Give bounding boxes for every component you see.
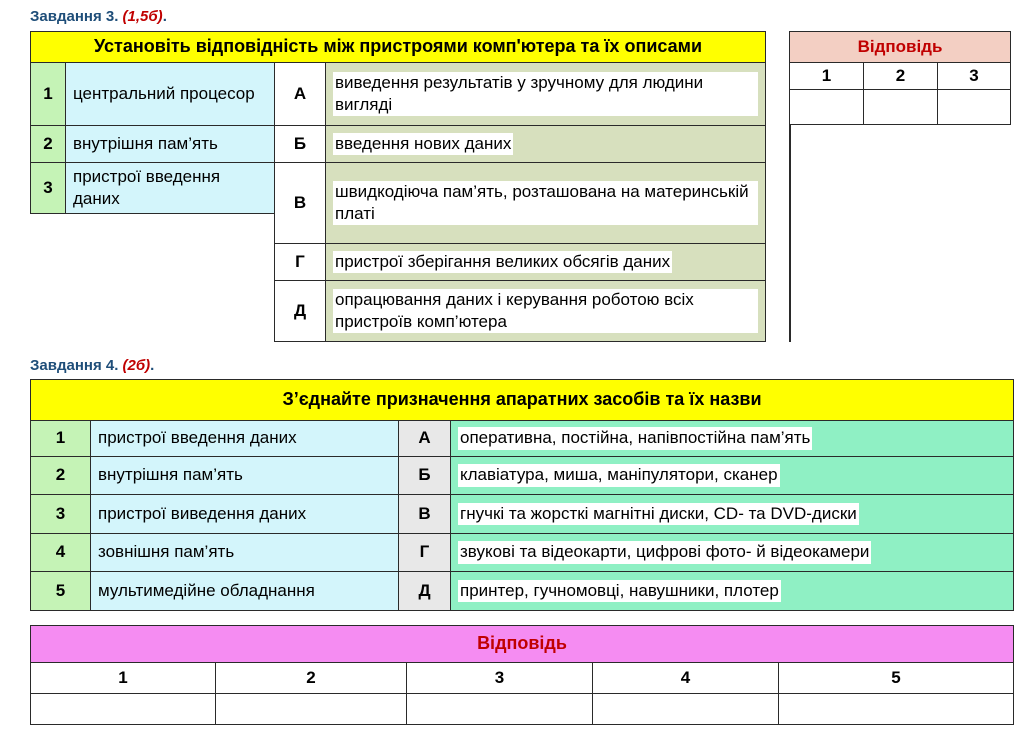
task4-header-text: З’єднайте призначення апаратних засобів та їх назви	[282, 389, 762, 410]
task4-letter-3-text: В	[418, 503, 431, 523]
task3-letter-d	[274, 280, 326, 342]
task4-num-4	[30, 533, 91, 572]
task3-letter-b	[274, 125, 326, 163]
task3-desc-b	[325, 125, 766, 163]
task4-letter-4-text: Г	[419, 542, 430, 562]
task4-left-4	[90, 533, 399, 572]
task3-left-num-2-text: 2	[43, 133, 53, 153]
task4-num-3	[30, 494, 91, 534]
task3-left-num-3-text: 3	[43, 177, 53, 197]
task4-header	[30, 379, 1014, 421]
task4-left-1-text: пристрої введення даних	[98, 428, 297, 448]
task3-left-num-2	[30, 125, 66, 163]
task3-letter-v-text: В	[293, 192, 307, 212]
task3-answer-col-3-text: 3	[969, 65, 979, 85]
task3-left-num-1	[30, 62, 66, 126]
task4-letter-1-text: А	[418, 428, 431, 448]
task3-title-text: Завдання 3.	[30, 8, 119, 25]
task4-right-1	[450, 420, 1014, 457]
task4-answer-title-text: Відповідь	[477, 633, 567, 654]
task4-letter-2-text: Б	[418, 465, 431, 485]
task4-right-2	[450, 456, 1014, 495]
task4-right-4	[450, 533, 1014, 572]
task4-num-2	[30, 456, 91, 495]
task4-letter-2	[398, 456, 451, 495]
task4-answer-col-2-text: 2	[306, 667, 316, 687]
task3-answer-cell-3[interactable]	[937, 89, 1011, 125]
task3-answer-col-2-text: 2	[895, 65, 906, 85]
task3-left-item-3-text: пристрої введення даних	[73, 166, 221, 208]
task4-answer-title	[30, 625, 1014, 663]
task4-left-5-text: мультимедійне обладнання	[98, 580, 315, 600]
task4-left-3-text: пристрої виведення даних	[98, 503, 307, 523]
task4-num-5	[30, 571, 91, 611]
task4-left-4-text: зовнішня пам’ять	[98, 542, 235, 562]
task4-title	[30, 357, 154, 374]
task3-left-item-2-text: внутрішня пам’ять	[73, 133, 218, 153]
task3-header-text: Установіть відповідність між пристроями комп'ютера та їх описами	[93, 36, 703, 57]
task3-letter-b-text: Б	[293, 133, 307, 153]
task3-left-item-3	[65, 162, 275, 214]
task4-answer-col-3-text: 3	[494, 667, 505, 687]
task4-right-4-text: звукові та відеокарти, цифрові фото- й відеокамери	[458, 541, 871, 563]
task4-answer-col-2	[215, 662, 407, 694]
task4-dot: .	[150, 357, 155, 374]
task4-right-3	[450, 494, 1014, 534]
task4-answer-col-5-text: 5	[891, 667, 901, 687]
task3-title	[30, 8, 167, 25]
task4-left-5	[90, 571, 399, 611]
task3-answer-col-3	[937, 62, 1011, 90]
task3-letter-h-text: Г	[295, 251, 305, 271]
task4-right-1-text: оперативна, постійна, напівпостійна пам’ять	[458, 427, 812, 449]
task3-letter-h	[274, 243, 326, 281]
task3-letter-d-text: Д	[293, 300, 307, 320]
task3-left-num-1-text: 1	[43, 83, 53, 103]
task3-answer-cell-2[interactable]	[863, 89, 938, 125]
task3-desc-d	[325, 280, 766, 342]
task4-answer-col-1	[30, 662, 216, 694]
task3-left-item-1	[65, 62, 275, 126]
task3-letter-a	[274, 62, 326, 126]
task4-answer-cell-5[interactable]	[778, 693, 1014, 725]
task3-desc-h-text: пристрої зберігання великих обсягів даних	[333, 251, 672, 273]
task4-left-2-text: внутрішня пам’ять	[98, 465, 243, 485]
task4-points: (2б)	[122, 357, 151, 374]
task3-desc-a	[325, 62, 766, 126]
task4-letter-5	[398, 571, 451, 611]
task3-answer-title-text: Відповідь	[857, 36, 943, 56]
task4-answer-col-4	[592, 662, 779, 694]
task4-letter-4	[398, 533, 451, 572]
task3-desc-a-text: виведення результатів у зручному для людини вигляді	[333, 72, 758, 116]
task4-answer-cell-4[interactable]	[592, 693, 779, 725]
task4-num-2-text: 2	[55, 465, 66, 485]
task4-right-2-text: клавіатура, миша, маніпулятори, сканер	[458, 464, 780, 486]
task3-answer-title	[789, 31, 1011, 63]
task4-right-5-text: принтер, гучномовці, навушники, плотер	[458, 580, 781, 602]
task4-right-3-text: гнучкі та жорсткі магнітні диски, CD- та DVD-диски	[458, 503, 859, 525]
task4-letter-5-text: Д	[418, 580, 431, 600]
task4-answer-col-1-text: 1	[118, 667, 128, 687]
task4-answer-cell-1[interactable]	[30, 693, 216, 725]
task4-left-1	[90, 420, 399, 457]
task4-answer-cell-2[interactable]	[215, 693, 407, 725]
task4-letter-3	[398, 494, 451, 534]
task3-left-num-3	[30, 162, 66, 214]
task3-header	[30, 31, 766, 63]
task3-desc-b-text: введення нових даних	[333, 133, 513, 155]
task3-desc-v-text: швидкодіюча пам’ять, розташована на материнській платі	[333, 181, 758, 225]
task4-title-text: Завдання 4.	[30, 357, 119, 374]
task4-num-4-text: 4	[55, 542, 66, 562]
task3-left-item-2	[65, 125, 275, 163]
task4-left-2	[90, 456, 399, 495]
task3-answer-side-line	[789, 124, 791, 342]
task4-answer-col-4-text: 4	[680, 667, 691, 687]
task3-desc-v	[325, 162, 766, 244]
task3-desc-d-text: опрацювання даних і керування роботою всіх пристроїв комп’ютера	[333, 289, 758, 333]
task4-letter-1	[398, 420, 451, 457]
task3-left-item-1-text: центральний процесор	[73, 83, 255, 103]
task4-answer-col-5	[778, 662, 1014, 694]
task4-num-1-text: 1	[55, 428, 66, 448]
task3-desc-h	[325, 243, 766, 281]
task4-num-1	[30, 420, 91, 457]
task3-answer-col-1-text: 1	[821, 65, 832, 85]
task3-answer-cell-1[interactable]	[789, 89, 864, 125]
task3-letter-v	[274, 162, 326, 244]
task3-dot: .	[162, 8, 167, 25]
task4-num-5-text: 5	[55, 580, 66, 600]
task3-answer-col-2	[863, 62, 938, 90]
task4-answer-col-3	[406, 662, 593, 694]
task4-right-5	[450, 571, 1014, 611]
task4-answer-cell-3[interactable]	[406, 693, 593, 725]
task3-letter-a-text: А	[293, 83, 307, 103]
task3-points: (1,5б)	[122, 8, 163, 25]
task4-num-3-text: 3	[55, 503, 66, 523]
task3-answer-col-1	[789, 62, 864, 90]
task4-left-3	[90, 494, 399, 534]
